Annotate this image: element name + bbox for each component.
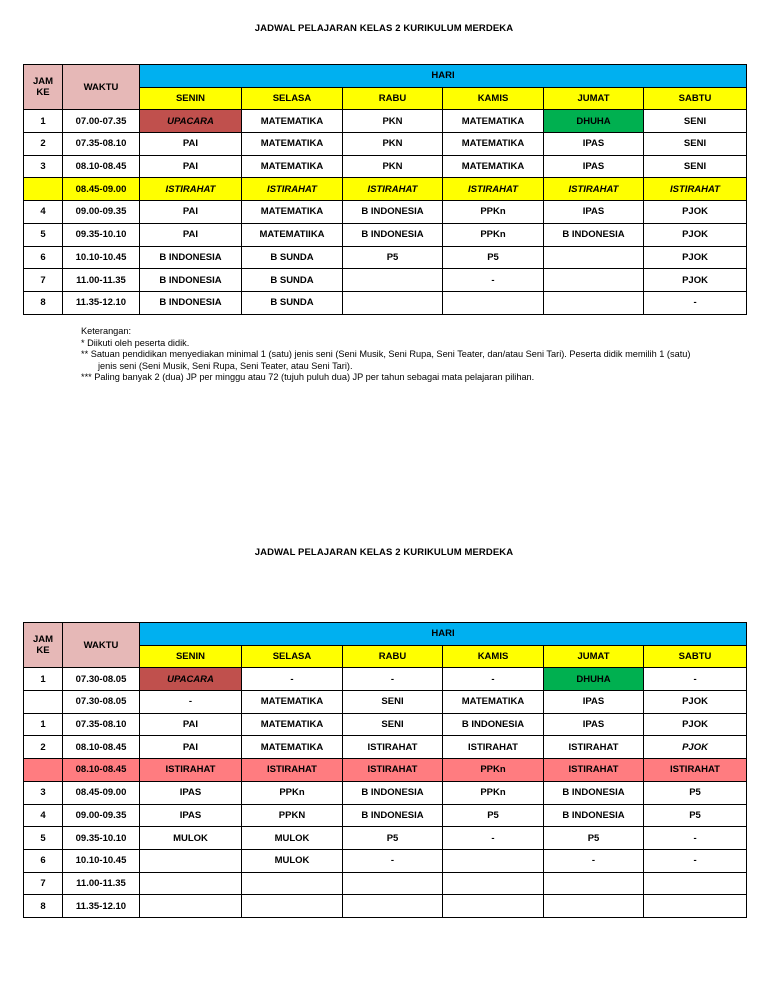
- jam-cell: [24, 759, 63, 782]
- subject-cell: -: [443, 827, 544, 850]
- subject-cell: ISTIRAHAT: [544, 736, 644, 759]
- day-header-senin: SENIN: [140, 87, 242, 110]
- subject-cell: PKN: [343, 110, 443, 133]
- jam-cell: [24, 178, 63, 201]
- subject-cell: [140, 849, 242, 872]
- jam-cell: 5: [24, 827, 63, 850]
- jam-cell: 1: [24, 713, 63, 736]
- waktu-cell: 08.45-09.00: [63, 781, 140, 804]
- subject-cell: PKN: [343, 133, 443, 156]
- table-row: [24, 201, 747, 224]
- notes-block: [81, 326, 751, 384]
- waktu-cell: 10.10-10.45: [63, 246, 140, 269]
- waktu-cell: 08.10-08.45: [63, 155, 140, 178]
- notes-heading: Keterangan:: [81, 326, 132, 336]
- subject-cell: MULOK: [242, 827, 343, 850]
- subject-cell: B INDONESIA: [544, 804, 644, 827]
- subject-cell: SENI: [343, 713, 443, 736]
- jam-cell: 2: [24, 133, 63, 156]
- jam-cell: 7: [24, 269, 63, 292]
- hari-header: HARI: [140, 623, 747, 646]
- table-row: [24, 713, 747, 736]
- table-row: [24, 804, 747, 827]
- subject-cell: -: [644, 849, 747, 872]
- subject-cell: MATEMATIKA: [242, 133, 343, 156]
- waktu-cell: 11.00-11.35: [63, 269, 140, 292]
- subject-cell: PAI: [140, 201, 242, 224]
- subject-cell: PPKN: [242, 804, 343, 827]
- jam-cell: 5: [24, 223, 63, 246]
- day-header-sabtu: SABTU: [644, 87, 747, 110]
- subject-cell: B SUNDA: [242, 269, 343, 292]
- day-header-kamis: KAMIS: [443, 87, 544, 110]
- subject-cell: SENI: [644, 155, 747, 178]
- subject-cell: [443, 849, 544, 872]
- jam-cell: 1: [24, 668, 63, 691]
- subject-cell: PJOK: [644, 269, 747, 292]
- subject-cell: IPAS: [544, 691, 644, 714]
- subject-cell: IPAS: [544, 133, 644, 156]
- subject-cell: B INDONESIA: [343, 804, 443, 827]
- subject-cell: PAI: [140, 713, 242, 736]
- waktu-header: WAKTU: [63, 65, 140, 110]
- jam-cell: 2: [24, 736, 63, 759]
- note-line: ** Satuan pendidikan menyediakan minimal 1 (satu) jenis seni (Seni Musik, Seni Rupa, Seni Teater, dan/atau Seni Tari). Peserta didik memilih 1 (satu): [81, 349, 691, 360]
- subject-cell: PPKn: [443, 201, 544, 224]
- break-row: [24, 759, 747, 782]
- break-cell: ISTIRAHAT: [343, 178, 443, 201]
- subject-cell: B INDONESIA: [140, 269, 242, 292]
- schedule-table-1: [23, 64, 747, 315]
- waktu-cell: 08.10-08.45: [63, 759, 140, 782]
- subject-cell: PAI: [140, 155, 242, 178]
- subject-cell: [343, 895, 443, 918]
- break-cell: ISTIRAHAT: [544, 178, 644, 201]
- subject-cell: PAI: [140, 736, 242, 759]
- table-row: [24, 849, 747, 872]
- subject-cell: [242, 872, 343, 895]
- note-line: jenis seni (Seni Musik, Seni Rupa, Seni Teater, atau Seni Tari).: [98, 360, 353, 371]
- table2-title: JADWAL PELAJARAN KELAS 2 KURIKULUM MERDEKA: [254, 547, 514, 558]
- table-row: [24, 781, 747, 804]
- subject-cell: P5: [544, 827, 644, 850]
- subject-cell: [544, 269, 644, 292]
- jam-cell: 3: [24, 155, 63, 178]
- subject-cell: [443, 291, 544, 314]
- subject-cell: IPAS: [140, 781, 242, 804]
- waktu-cell: 09.00-09.35: [63, 201, 140, 224]
- subject-cell: -: [443, 668, 544, 691]
- subject-cell: MATEMATIKA: [443, 133, 544, 156]
- subject-cell: B INDONESIA: [544, 781, 644, 804]
- subject-cell: B INDONESIA: [544, 223, 644, 246]
- subject-cell: DHUHA: [544, 110, 644, 133]
- waktu-cell: 08.45-09.00: [63, 178, 140, 201]
- waktu-cell: 11.35-12.10: [63, 291, 140, 314]
- day-header-sabtu: SABTU: [644, 645, 747, 668]
- subject-cell: [443, 872, 544, 895]
- table-row: [24, 291, 747, 314]
- day-header-selasa: SELASA: [242, 645, 343, 668]
- subject-cell: [544, 246, 644, 269]
- waktu-cell: 07.35-08.10: [63, 133, 140, 156]
- subject-cell: SENI: [644, 110, 747, 133]
- subject-cell: [242, 895, 343, 918]
- subject-cell: ISTIRAHAT: [443, 736, 544, 759]
- break-cell: ISTIRAHAT: [242, 759, 343, 782]
- subject-cell: [544, 872, 644, 895]
- note-line: * Diikuti oleh peserta didik.: [81, 337, 190, 348]
- table1-title: JADWAL PELAJARAN KELAS 2 KURIKULUM MERDEKA: [254, 23, 514, 34]
- table-row: [24, 110, 747, 133]
- subject-cell: IPAS: [544, 201, 644, 224]
- subject-cell: PJOK: [644, 223, 747, 246]
- table-row: [24, 827, 747, 850]
- jam-cell: 8: [24, 895, 63, 918]
- table-row: [24, 872, 747, 895]
- jam-cell: 8: [24, 291, 63, 314]
- jam-cell: 6: [24, 246, 63, 269]
- break-cell: ISTIRAHAT: [140, 178, 242, 201]
- subject-cell: [644, 872, 747, 895]
- subject-cell: MATEMATIKA: [242, 691, 343, 714]
- waktu-cell: 09.35-10.10: [63, 223, 140, 246]
- waktu-cell: 11.35-12.10: [63, 895, 140, 918]
- table-row: [24, 269, 747, 292]
- waktu-cell: 07.30-08.05: [63, 691, 140, 714]
- day-header-rabu: RABU: [343, 87, 443, 110]
- break-cell: ISTIRAHAT: [443, 178, 544, 201]
- subject-cell: [343, 291, 443, 314]
- table-row: [24, 691, 747, 714]
- subject-cell: PJOK: [644, 201, 747, 224]
- jam-cell: [24, 691, 63, 714]
- table-row: [24, 736, 747, 759]
- subject-cell: -: [242, 668, 343, 691]
- table-row: [24, 155, 747, 178]
- subject-cell: P5: [443, 246, 544, 269]
- subject-cell: [544, 895, 644, 918]
- table-row: [24, 895, 747, 918]
- subject-cell: PJOK: [644, 691, 747, 714]
- subject-cell: P5: [443, 804, 544, 827]
- subject-cell: PPKn: [443, 781, 544, 804]
- jam-cell: 4: [24, 804, 63, 827]
- subject-cell: [140, 872, 242, 895]
- subject-cell: SENI: [644, 133, 747, 156]
- subject-cell: ISTIRAHAT: [343, 736, 443, 759]
- subject-cell: -: [644, 291, 747, 314]
- jam-cell: 3: [24, 781, 63, 804]
- subject-cell: P5: [343, 246, 443, 269]
- jam-cell: 4: [24, 201, 63, 224]
- subject-cell: IPAS: [544, 155, 644, 178]
- subject-cell: -: [544, 849, 644, 872]
- jam-cell: 7: [24, 872, 63, 895]
- day-header-jumat: JUMAT: [544, 87, 644, 110]
- subject-cell: MATEMATIKA: [242, 201, 343, 224]
- note-line: *** Paling banyak 2 (dua) JP per minggu atau 72 (tujuh puluh dua) JP per tahun sebagai mata pelajaran pilihan.: [81, 372, 535, 383]
- subject-cell: MATEMATIKA: [242, 110, 343, 133]
- subject-cell: PKN: [343, 155, 443, 178]
- break-cell: PPKn: [443, 759, 544, 782]
- subject-cell: PPKn: [443, 223, 544, 246]
- subject-cell: MATEMATIKA: [443, 155, 544, 178]
- day-header-rabu: RABU: [343, 645, 443, 668]
- table-row: [24, 223, 747, 246]
- waktu-cell: 10.10-10.45: [63, 849, 140, 872]
- break-cell: ISTIRAHAT: [544, 759, 644, 782]
- table-row: [24, 668, 747, 691]
- subject-cell: B SUNDA: [242, 291, 343, 314]
- subject-cell: B INDONESIA: [343, 223, 443, 246]
- subject-cell: MULOK: [242, 849, 343, 872]
- waktu-cell: 11.00-11.35: [63, 872, 140, 895]
- subject-cell: -: [140, 691, 242, 714]
- subject-cell: PJOK: [644, 713, 747, 736]
- subject-cell: B INDONESIA: [140, 246, 242, 269]
- subject-cell: UPACARA: [140, 668, 242, 691]
- day-header-selasa: SELASA: [242, 87, 343, 110]
- waktu-cell: 08.10-08.45: [63, 736, 140, 759]
- subject-cell: PPKn: [242, 781, 343, 804]
- subject-cell: DHUHA: [544, 668, 644, 691]
- subject-cell: B INDONESIA: [443, 713, 544, 736]
- break-cell: ISTIRAHAT: [644, 759, 747, 782]
- subject-cell: PAI: [140, 133, 242, 156]
- subject-cell: -: [644, 668, 747, 691]
- subject-cell: [343, 872, 443, 895]
- hari-header: HARI: [140, 65, 747, 88]
- subject-cell: UPACARA: [140, 110, 242, 133]
- subject-cell: PJOK: [644, 246, 747, 269]
- subject-cell: B INDONESIA: [343, 201, 443, 224]
- subject-cell: PAI: [140, 223, 242, 246]
- subject-cell: P5: [644, 804, 747, 827]
- jam-ke-header: JAM KE: [24, 623, 63, 668]
- subject-cell: [443, 895, 544, 918]
- subject-cell: SENI: [343, 691, 443, 714]
- break-cell: ISTIRAHAT: [343, 759, 443, 782]
- subject-cell: IPAS: [140, 804, 242, 827]
- subject-cell: MATEMATIIKA: [242, 223, 343, 246]
- subject-cell: MATEMATIKA: [443, 691, 544, 714]
- break-row: [24, 178, 747, 201]
- subject-cell: MATEMATIKA: [242, 736, 343, 759]
- waktu-cell: 07.30-08.05: [63, 668, 140, 691]
- subject-cell: MATEMATIKA: [242, 713, 343, 736]
- subject-cell: -: [343, 849, 443, 872]
- table-row: [24, 246, 747, 269]
- subject-cell: [140, 895, 242, 918]
- jam-cell: 1: [24, 110, 63, 133]
- day-header-senin: SENIN: [140, 645, 242, 668]
- subject-cell: [544, 291, 644, 314]
- jam-ke-header: JAM KE: [24, 65, 63, 110]
- break-cell: ISTIRAHAT: [242, 178, 343, 201]
- subject-cell: P5: [343, 827, 443, 850]
- subject-cell: [644, 895, 747, 918]
- jam-cell: 6: [24, 849, 63, 872]
- waktu-cell: 09.00-09.35: [63, 804, 140, 827]
- subject-cell: IPAS: [544, 713, 644, 736]
- subject-cell: PJOK: [644, 736, 747, 759]
- waktu-cell: 07.00-07.35: [63, 110, 140, 133]
- day-header-jumat: JUMAT: [544, 645, 644, 668]
- subject-cell: MULOK: [140, 827, 242, 850]
- table-row: [24, 133, 747, 156]
- waktu-cell: 07.35-08.10: [63, 713, 140, 736]
- subject-cell: MATEMATIKA: [242, 155, 343, 178]
- subject-cell: [343, 269, 443, 292]
- subject-cell: -: [644, 827, 747, 850]
- day-header-kamis: KAMIS: [443, 645, 544, 668]
- schedule-table-2: [23, 622, 747, 918]
- subject-cell: B INDONESIA: [343, 781, 443, 804]
- break-cell: ISTIRAHAT: [140, 759, 242, 782]
- waktu-header: WAKTU: [63, 623, 140, 668]
- subject-cell: B SUNDA: [242, 246, 343, 269]
- subject-cell: -: [443, 269, 544, 292]
- subject-cell: B INDONESIA: [140, 291, 242, 314]
- subject-cell: MATEMATIKA: [443, 110, 544, 133]
- subject-cell: P5: [644, 781, 747, 804]
- waktu-cell: 09.35-10.10: [63, 827, 140, 850]
- subject-cell: -: [343, 668, 443, 691]
- break-cell: ISTIRAHAT: [644, 178, 747, 201]
